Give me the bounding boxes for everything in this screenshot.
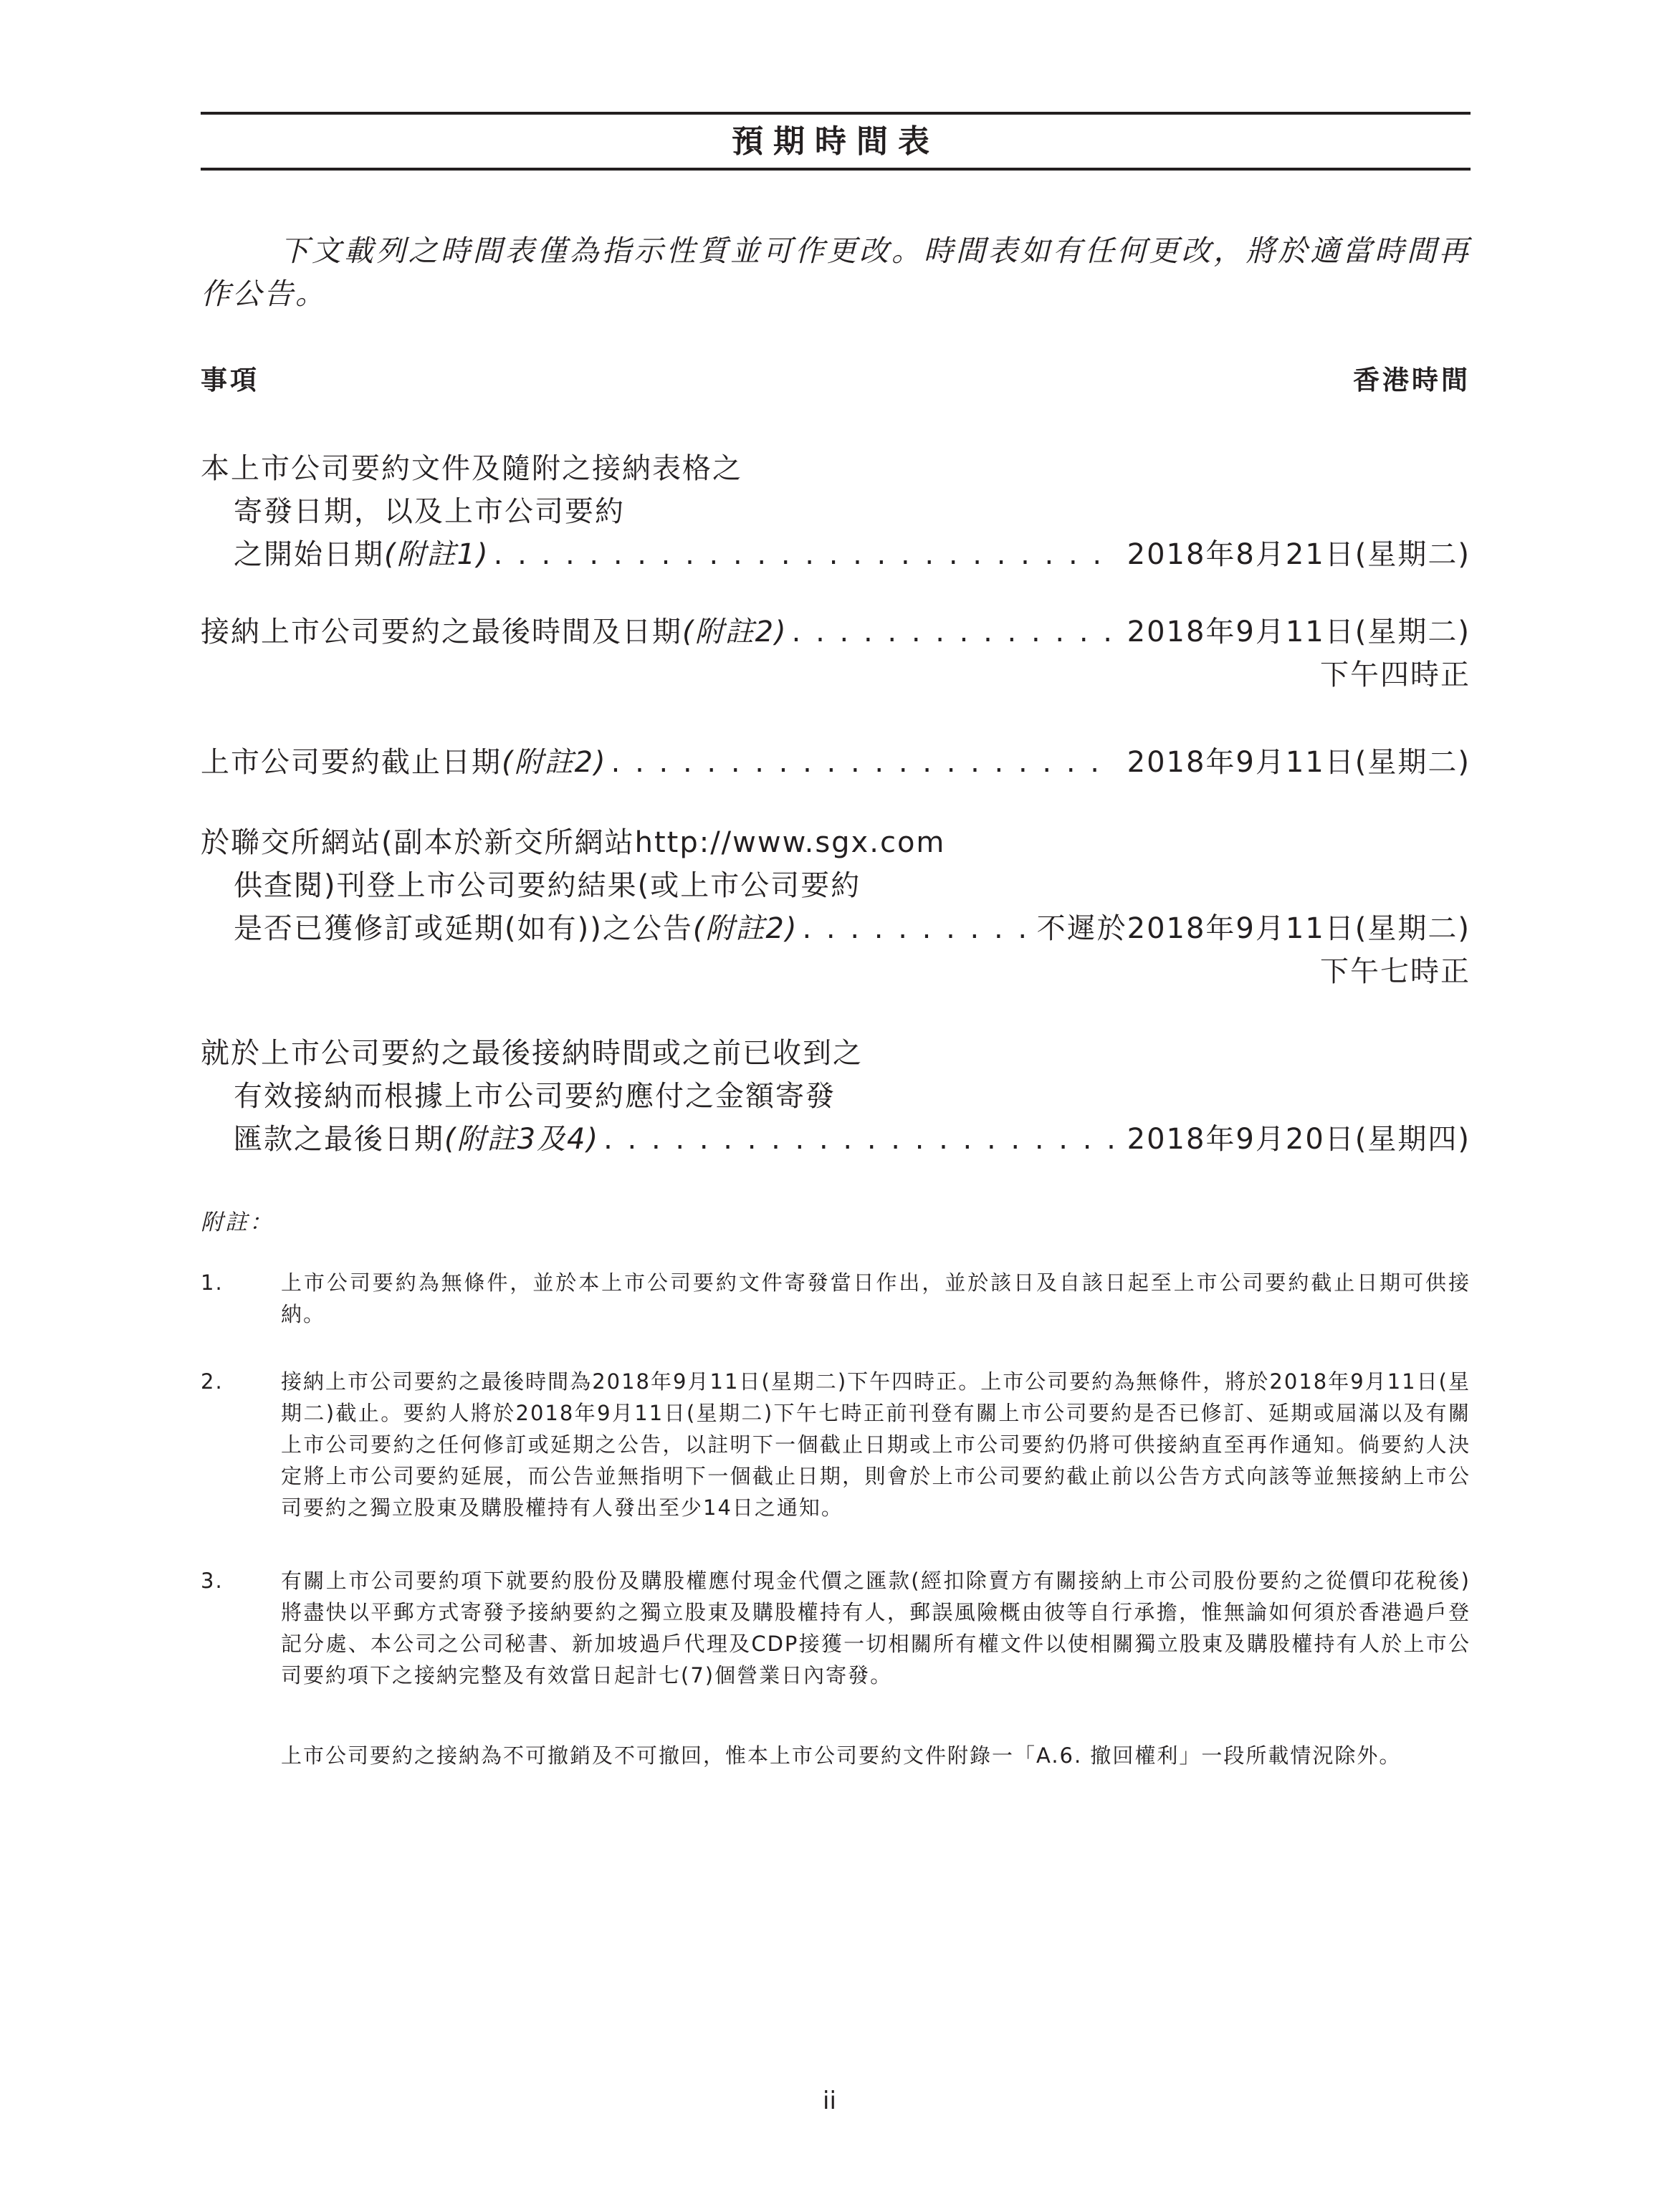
event-label (234, 533, 489, 576)
event-text-line: 寄發日期，以及上市公司要約 (234, 495, 625, 528)
event-time: 下午七時正 (1320, 955, 1471, 988)
event-label (201, 741, 607, 784)
title-rule-top (201, 112, 1471, 115)
event-date: 2018年9月11日(星期二) (1127, 746, 1471, 779)
page-title: 預期時間表 (732, 123, 940, 160)
note-text: 上市公司要約之接納為不可撤銷及不可撤回，惟本上市公司要約文件附錄一「A.6. 撤回權利」一段所載情況除外。 (281, 1743, 1402, 1768)
event-label-text: 是否已獲修訂或延期(如有))之公告 (234, 912, 693, 945)
dot-leader (494, 533, 1117, 576)
event-final-line (201, 533, 1471, 576)
note-text: 上市公司要約為無條件，並於本上市公司要約文件寄發當日作出，並於該日及自該日起至上市公司要約截止日期可供接納。 (281, 1270, 1471, 1326)
intro-paragraph: 下文載列之時間表僅為指示性質並可作更改。時間表如有任何更改，將於適當時間再作公告。 (201, 234, 1471, 311)
dot-leader (603, 1118, 1117, 1161)
timetable-event (201, 1032, 1471, 1161)
event-time: 下午四時正 (1320, 659, 1471, 691)
note-text: 有關上市公司要約項下就要約股份及購股權應付現金代價之匯款(經扣除賣方有關接納上市公司股份要約之從價印花稅後)將盡快以平郵方式寄發予接納要約之獨立股東及購股權持有人，郵誤風險概由彼等自行承擔，惟無論如何須於香港過戶登記分處、本公司之公司秘書、新加坡過戶代理及CDP接獲一切相關所有權文件以使相關獨立股東及購股權持有人於上市公司要約項下之接納完整及有效當日起計七(7)個營業日內寄發。 (281, 1569, 1471, 1687)
dot-leader (792, 611, 1117, 653)
event-label (201, 611, 788, 653)
event-final-line (201, 907, 1471, 950)
event-date: 不遲於2018年9月11日(星期二) (1036, 912, 1471, 945)
timetable-event (201, 611, 1471, 696)
timetable-event (201, 821, 1471, 993)
dot-leader (803, 907, 1027, 950)
event-note-ref: (附註2) (502, 746, 607, 779)
column-header-hk-time: 香港時間 (1353, 365, 1471, 396)
page-number: ii (823, 2087, 836, 2115)
event-text-line: 於聯交所網站(副本於新交所網站http://www.sgx.com (201, 826, 946, 859)
event-final-line (201, 1118, 1471, 1161)
event-text-line: 就於上市公司要約之最後接納時間或之前已收到之 (201, 1037, 863, 1070)
event-note-ref: (附註2) (682, 616, 788, 648)
event-label-text: 匯款之最後日期 (234, 1123, 444, 1156)
note-item (201, 1267, 1471, 1330)
event-label (234, 1118, 599, 1161)
event-text-line: 有效接納而根據上市公司要約應付之金額寄發 (234, 1080, 836, 1113)
event-note-ref: (附註1) (384, 538, 489, 571)
column-header-event: 事項 (201, 365, 259, 396)
event-text-line: 供查閱)刊登上市公司要約結果(或上市公司要約 (234, 869, 861, 902)
event-date: 2018年9月20日(星期四) (1127, 1123, 1471, 1156)
event-date: 2018年9月11日(星期二) (1127, 616, 1471, 648)
note-item (201, 1740, 1471, 1771)
notes-heading: 附註： (201, 1210, 274, 1235)
note-item (201, 1366, 1471, 1523)
note-item (201, 1565, 1471, 1691)
event-final-line (201, 741, 1471, 784)
timetable-event (201, 447, 1471, 576)
event-note-ref: (附註3及4) (444, 1123, 600, 1156)
note-number: 3. (201, 1569, 224, 1593)
timetable-event (201, 741, 1471, 784)
event-label (234, 907, 798, 950)
note-text: 接納上市公司要約之最後時間為2018年9月11日(星期二)下午四時正。上市公司要約為無條件，將於2018年9月11日(星期二)截止。要約人將於2018年9月11日(星期二)下午七時正前刊登有關上市公司要約是否已修訂、延期或屆滿以及有關上市公司要約之任何修訂或延期之公告，以註明下一個截止日期或上市公司要約仍將可供接納直至再作通知。倘要約人決定將上市公司要約延展，而公告並無指明下一個截止日期，則會於上市公司要約截止前以公告方式向該等並無接納上市公司要約之獨立股東及購股權持有人發出至少14日之通知。 (281, 1369, 1471, 1520)
note-number: 2. (201, 1369, 224, 1394)
event-note-ref: (附註2) (692, 912, 798, 945)
note-number: 1. (201, 1270, 224, 1295)
event-label-text: 上市公司要約截止日期 (201, 746, 502, 779)
event-final-line (201, 611, 1471, 653)
title-rule-bottom (201, 168, 1471, 171)
event-label-text: 之開始日期 (234, 538, 384, 571)
dot-leader (611, 741, 1117, 784)
event-text-line: 本上市公司要約文件及隨附之接納表格之 (201, 452, 742, 485)
event-date: 2018年8月21日(星期二) (1127, 538, 1471, 571)
event-label-text: 接納上市公司要約之最後時間及日期 (201, 616, 682, 648)
